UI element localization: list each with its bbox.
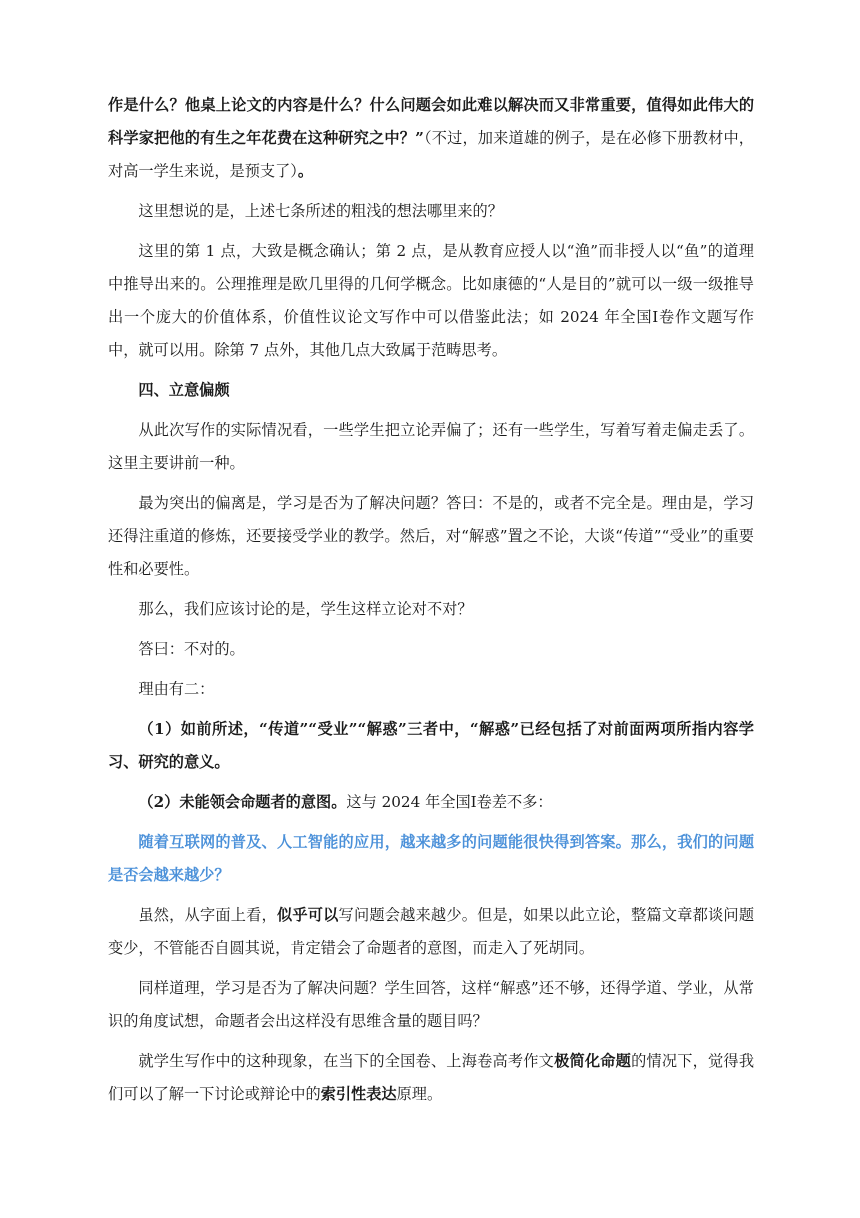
bold-span: 极简化命题: [554, 1052, 632, 1070]
paragraph: [108, 899, 754, 965]
section-heading: 四、立意偏颇: [138, 381, 230, 399]
bold-span: 似乎可以: [276, 906, 339, 924]
paragraph: 那么，我们应该讨论的是，学生这样立论对不对？: [138, 600, 473, 618]
text-span: 虽然，从字面上看，: [138, 906, 277, 924]
paragraph-continued: [108, 89, 754, 188]
reason-one: （1）如前所述，“传道”“受业”“解惑”三者中，“解惑”已经包括了对前面两项所指内容学习、研究的意义。: [108, 720, 754, 771]
paragraph: 从此次写作的实际情况看，一些学生把立论弄偏了；还有一些学生，写着写着走偏走丢了。这里主要讲前一种。: [108, 421, 754, 472]
bold-quote: 作是什么？他桌上论文的内容是什么？什么问题会如此难以解决而又非常重要，值得如此伟大的科学家把他的有生之年花费在这种研究之中？”: [108, 96, 754, 147]
exam-prompt-quote: 随着互联网的普及、人工智能的应用，越来越多的问题能很快得到答案。那么，我们的问题是否会越来越少？: [108, 833, 754, 884]
paragraph: 这里的第 1 点，大致是概念确认；第 2 点，是从教育应授人以“渔”而非授人以“鱼”的道理中推导出来的。公理推理是欧几里得的几何学概念。比如康德的“人是目的”就可以一级一级推导出一个庞大的价值体系，价值性议论文写作中可以借鉴此法；如 2024 年全国Ⅰ卷作文题写作中，就可以用。除第 7 点外，其他几点大致属于范畴思考。: [108, 242, 754, 359]
reason-two-text: 这与 2024 年全国Ⅰ卷差不多：: [346, 793, 553, 811]
paragraph: 最为突出的偏离是，学习是否为了解决问题？答曰：不是的，或者不完全是。理由是，学习还得注重道的修炼，还要接受学业的教学。然后，对“解惑”置之不论，大谈“传道”“受业”的重要性和必要性。: [108, 494, 754, 578]
paragraph: 同样道理，学习是否为了解决问题？学生回答，这样“解惑”还不够，还得学道、学业，从常识的角度试想，命题者会出这样没有思维含量的题目吗？: [108, 979, 754, 1030]
reason-two-heading: （2）未能领会命题者的意图。: [138, 793, 347, 811]
paragraph-end: 。: [297, 162, 314, 180]
bold-span: 索引性表达: [320, 1085, 397, 1103]
paragraph-note: （不过，加来道雄的例子，是在必修下册教材中，对高一学生来说，是预支了）: [108, 129, 754, 180]
paragraph: 这里想说的是，上述七条所述的粗浅的想法哪里来的？: [138, 202, 503, 220]
reason-two: [108, 786, 754, 819]
text-span: 写问题会越来越少。但是，如果以此立论，整篇文章都谈问题变少，不管能否自圆其说，肯定错会了命题者的意图，而走入了死胡同。: [108, 906, 755, 957]
text-span: 原理。: [396, 1085, 443, 1103]
paragraph: 答曰：不对的。: [138, 640, 245, 658]
text-span: 的情况下，觉得我们可以了解一下讨论或辩论中的: [108, 1052, 755, 1103]
paragraph: [108, 1045, 754, 1111]
paragraph: 理由有二：: [138, 680, 215, 698]
text-span: 就学生写作中的这种现象，在当下的全国卷、上海卷高考作文: [138, 1052, 555, 1070]
document-body: [108, 89, 754, 1118]
